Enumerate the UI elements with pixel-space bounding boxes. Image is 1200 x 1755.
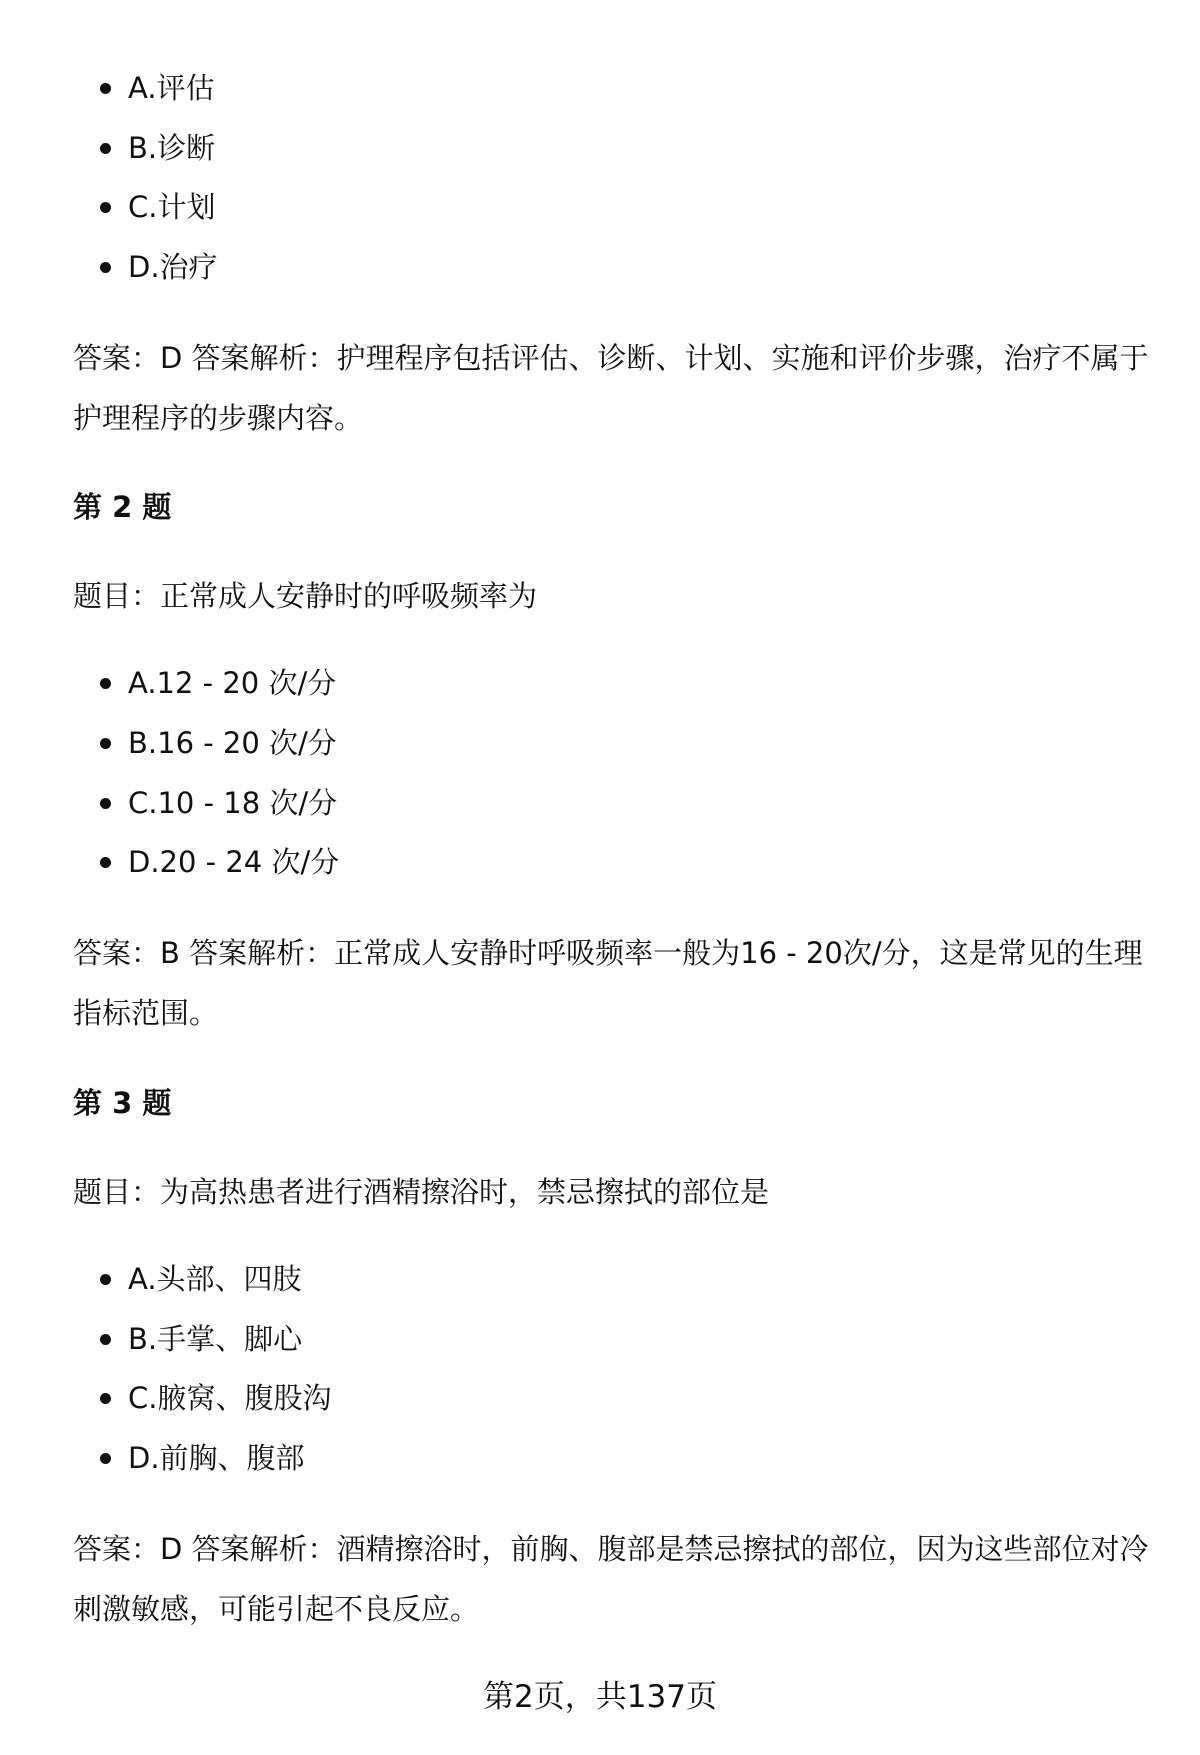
question-1-option-c: C.计划: [128, 187, 215, 227]
question-2-option-a: A.12 - 20 次/分: [128, 663, 336, 703]
question-2-heading: 第 2 题: [73, 490, 172, 524]
question-2-option-c: C.10 - 18 次/分: [128, 783, 337, 823]
question-3-option-c: C.腋窝、腹股沟: [128, 1378, 331, 1418]
question-1-option-b: B.诊断: [128, 128, 215, 168]
question-3-stem: 题目：为高热患者进行酒精擦浴时，禁忌擦拭的部位是: [73, 1175, 770, 1209]
question-1-answer: 答案：D 答案解析：护理程序包括评估、诊断、计划、实施和评价步骤，治疗不属于护理程序的步骤内容。: [73, 341, 1149, 435]
question-1-option-a: A.评估: [128, 68, 215, 108]
question-3-option-a: A.头部、四肢: [128, 1259, 302, 1299]
question-3-heading: 第 3 题: [73, 1086, 172, 1120]
question-3-answer: 答案：D 答案解析：酒精擦浴时，前胸、腹部是禁忌擦拭的部位，因为这些部位对冷刺激敏感，可能引起不良反应。: [73, 1532, 1149, 1626]
question-3-option-b: B.手掌、脚心: [128, 1319, 302, 1359]
question-1-option-d: D.治疗: [128, 247, 218, 287]
question-2-option-d: D.20 - 24 次/分: [128, 842, 339, 882]
question-2-stem: 题目：正常成人安静时的呼吸频率为: [73, 579, 538, 613]
page-number: 第2页，共137页: [483, 1679, 717, 1715]
question-2-answer: 答案：B 答案解析：正常成人安静时呼吸频率一般为16 - 20次/分，这是常见的生理指标范围。: [73, 936, 1143, 1030]
question-3-option-d: D.前胸、腹部: [128, 1438, 305, 1478]
question-2-option-b: B.16 - 20 次/分: [128, 723, 337, 763]
